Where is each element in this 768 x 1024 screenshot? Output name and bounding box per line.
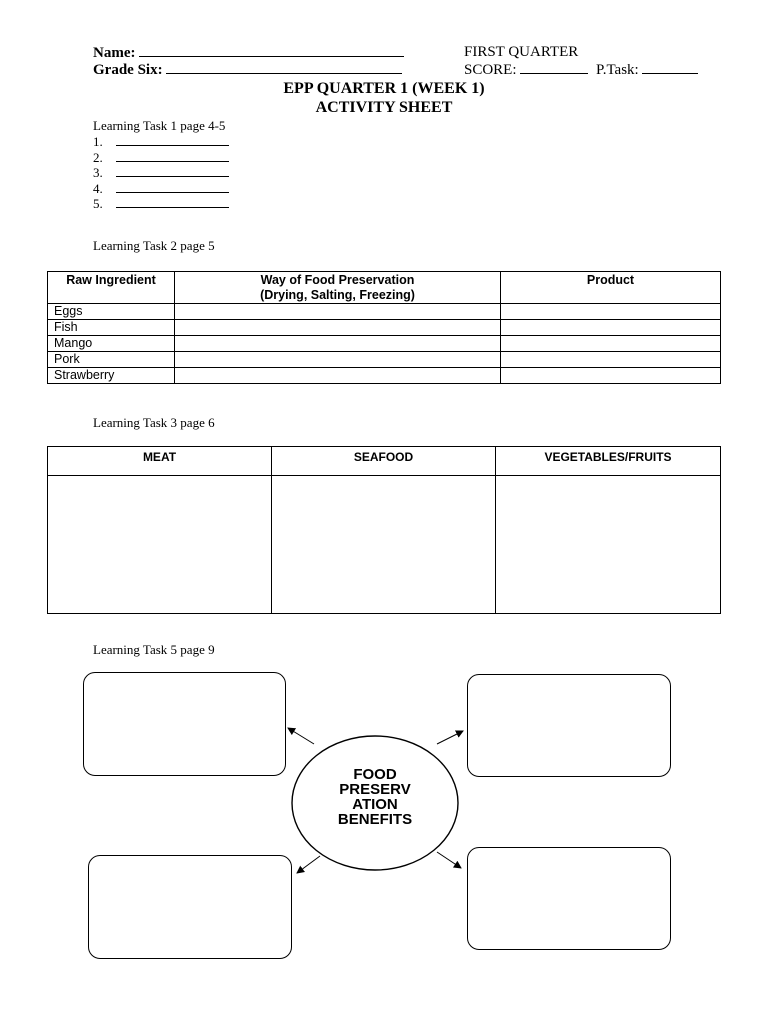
ingredient-cell: Strawberry bbox=[48, 368, 175, 384]
task5-label: Learning Task 5 page 9 bbox=[93, 642, 215, 657]
arrow-top-right bbox=[437, 731, 463, 744]
page-subtitle: ACTIVITY SHEET bbox=[315, 99, 453, 116]
item-number: 1. bbox=[93, 134, 103, 149]
header-product: Product bbox=[501, 272, 721, 304]
header-raw-ingredient: Raw Ingredient bbox=[48, 272, 175, 304]
arrow-bottom-left bbox=[297, 856, 320, 873]
header-vegetables-fruits: VEGETABLES/FRUITS bbox=[496, 447, 721, 476]
task3-label: Learning Task 3 page 6 bbox=[93, 415, 215, 430]
header-seafood: SEAFOOD bbox=[272, 447, 496, 476]
item-number: 5. bbox=[93, 196, 103, 211]
task1-label: Learning Task 1 page 4-5 bbox=[93, 118, 226, 133]
header-way-line2: (Drying, Salting, Freezing) bbox=[260, 288, 415, 302]
item-number: 2. bbox=[93, 149, 103, 165]
center-label bbox=[315, 767, 435, 827]
header-way-line1: Way of Food Preservation bbox=[260, 273, 415, 287]
center-line: FOOD bbox=[353, 766, 397, 783]
grade-label: Grade Six: bbox=[93, 62, 163, 78]
header-meat: MEAT bbox=[48, 447, 272, 476]
item-number: 4. bbox=[93, 180, 103, 196]
ingredient-cell: Eggs bbox=[48, 304, 175, 320]
ingredient-cell: Pork bbox=[48, 352, 175, 368]
center-line: PRESERV bbox=[339, 781, 411, 798]
name-label: Name: bbox=[93, 45, 136, 61]
arrow-top-left bbox=[288, 728, 314, 744]
page-title: EPP QUARTER 1 (WEEK 1) bbox=[283, 80, 485, 97]
ptask-label: P.Task: bbox=[596, 62, 639, 78]
center-line: BENEFITS bbox=[337, 811, 413, 828]
quarter-label: FIRST QUARTER bbox=[464, 44, 579, 60]
item-number: 3. bbox=[93, 165, 103, 180]
ingredient-cell: Mango bbox=[48, 336, 175, 352]
ingredient-cell: Fish bbox=[48, 320, 175, 336]
center-line: ATION bbox=[352, 796, 398, 813]
task2-label: Learning Task 2 page 5 bbox=[93, 238, 215, 253]
arrow-bottom-right bbox=[437, 852, 461, 868]
score-label: SCORE: bbox=[464, 62, 517, 78]
